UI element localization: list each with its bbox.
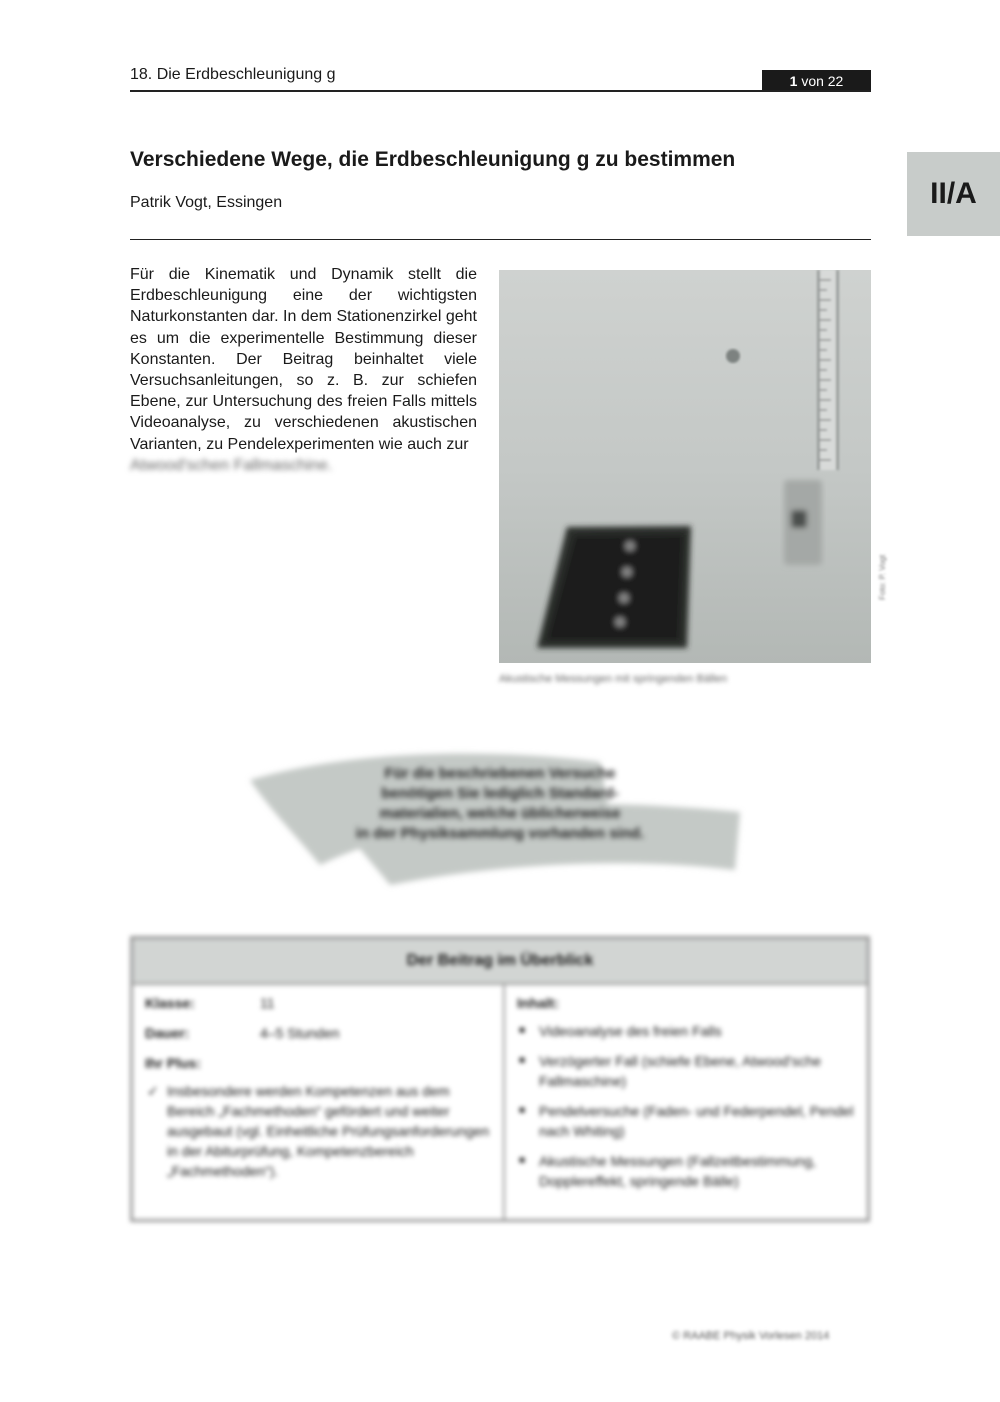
overview-right-column [505, 985, 867, 1221]
title-rule [130, 239, 871, 240]
banner-line: benötigen Sie lediglich Standard- [381, 785, 619, 802]
overview-heading: Der Beitrag im Überblick [133, 939, 867, 985]
intro-text [130, 264, 477, 476]
inhalt-label: Inhalt: [517, 995, 559, 1011]
page-total: von 22 [801, 73, 844, 89]
intro-paragraph: Für die Kinematik und Dynamik stellt die Erdbeschleunigung eine der wichtigsten Naturkonstanten dar. In dem Stationenzirkel geht es um die experimentelle Bestimmung dieser Konstanten. Der Beitrag beinhaltet viele Versuchsanleitungen, so z. B. zur schiefen Ebene, zur Untersuchung des freien Falls mittels Videoanalyse, zu verschiedenen akustischen Varianten, zu Pendelexperimenten wie auch zur [130, 266, 477, 453]
photo-caption: Akustische Messungen mit springenden Bällen [499, 673, 728, 685]
overview-left-column [133, 985, 505, 1221]
inhalt-item: ■ Akustische Messungen (Fallzeitbestimmung, Dopplereffekt, springende Bälle) [517, 1151, 855, 1191]
photo-credit: Foto: P. Vogt [878, 554, 887, 600]
running-title: 18. Die Erdbeschleunigung g [130, 66, 336, 83]
klasse-label: Klasse: [145, 995, 195, 1011]
dauer-label: Dauer: [145, 1025, 190, 1041]
plus-text: ✓ Insbesondere werden Kompetenzen aus dem Bereich „Fachmethoden“ gefördert und weiter ausgebaut (vgl. Einheitliche Prüfungsanforderungen in der Abiturprüfung, Kompetenzbereich „Fachmethoden“). [145, 1081, 491, 1181]
inhalt-item: ■ Videoanalyse des freien Falls [517, 1021, 855, 1041]
section-tab: II/A [907, 152, 1000, 236]
intro-paragraph-tail: Atwood'schen Fallmaschine. [130, 456, 333, 474]
article-author: Patrik Vogt, Essingen [130, 194, 283, 211]
banner-line: in der Physiksammlung vorhanden sind. [355, 825, 645, 842]
footer-copyright: © RAABE Physik Vorlesen 2014 [672, 1330, 830, 1342]
dauer-value: 4–5 Stunden [260, 1025, 340, 1041]
inhalt-item: ■ Pendelversuche (Faden- und Federpendel, Pendel nach Whiting) [517, 1101, 855, 1141]
klasse-value: 11 [260, 995, 275, 1011]
banner-text [0, 764, 1000, 844]
plus-label: Ihr Plus: [145, 1055, 202, 1071]
article-title: Verschiedene Wege, die Erdbeschleunigung g zu bestimmen [130, 148, 736, 171]
inhalt-item: ■ Verzögerter Fall (schiefe Ebene, Atwood'sche Fallmaschine) [517, 1051, 855, 1091]
overview-box [130, 936, 870, 1222]
page-current: 1 [789, 73, 798, 89]
experiment-photo [499, 270, 871, 663]
header-rule [130, 90, 871, 92]
banner-line: materialien, welche üblicherweise [379, 805, 621, 822]
page-indicator [762, 70, 871, 92]
banner-line: Für die beschriebenen Versuche [384, 765, 616, 782]
